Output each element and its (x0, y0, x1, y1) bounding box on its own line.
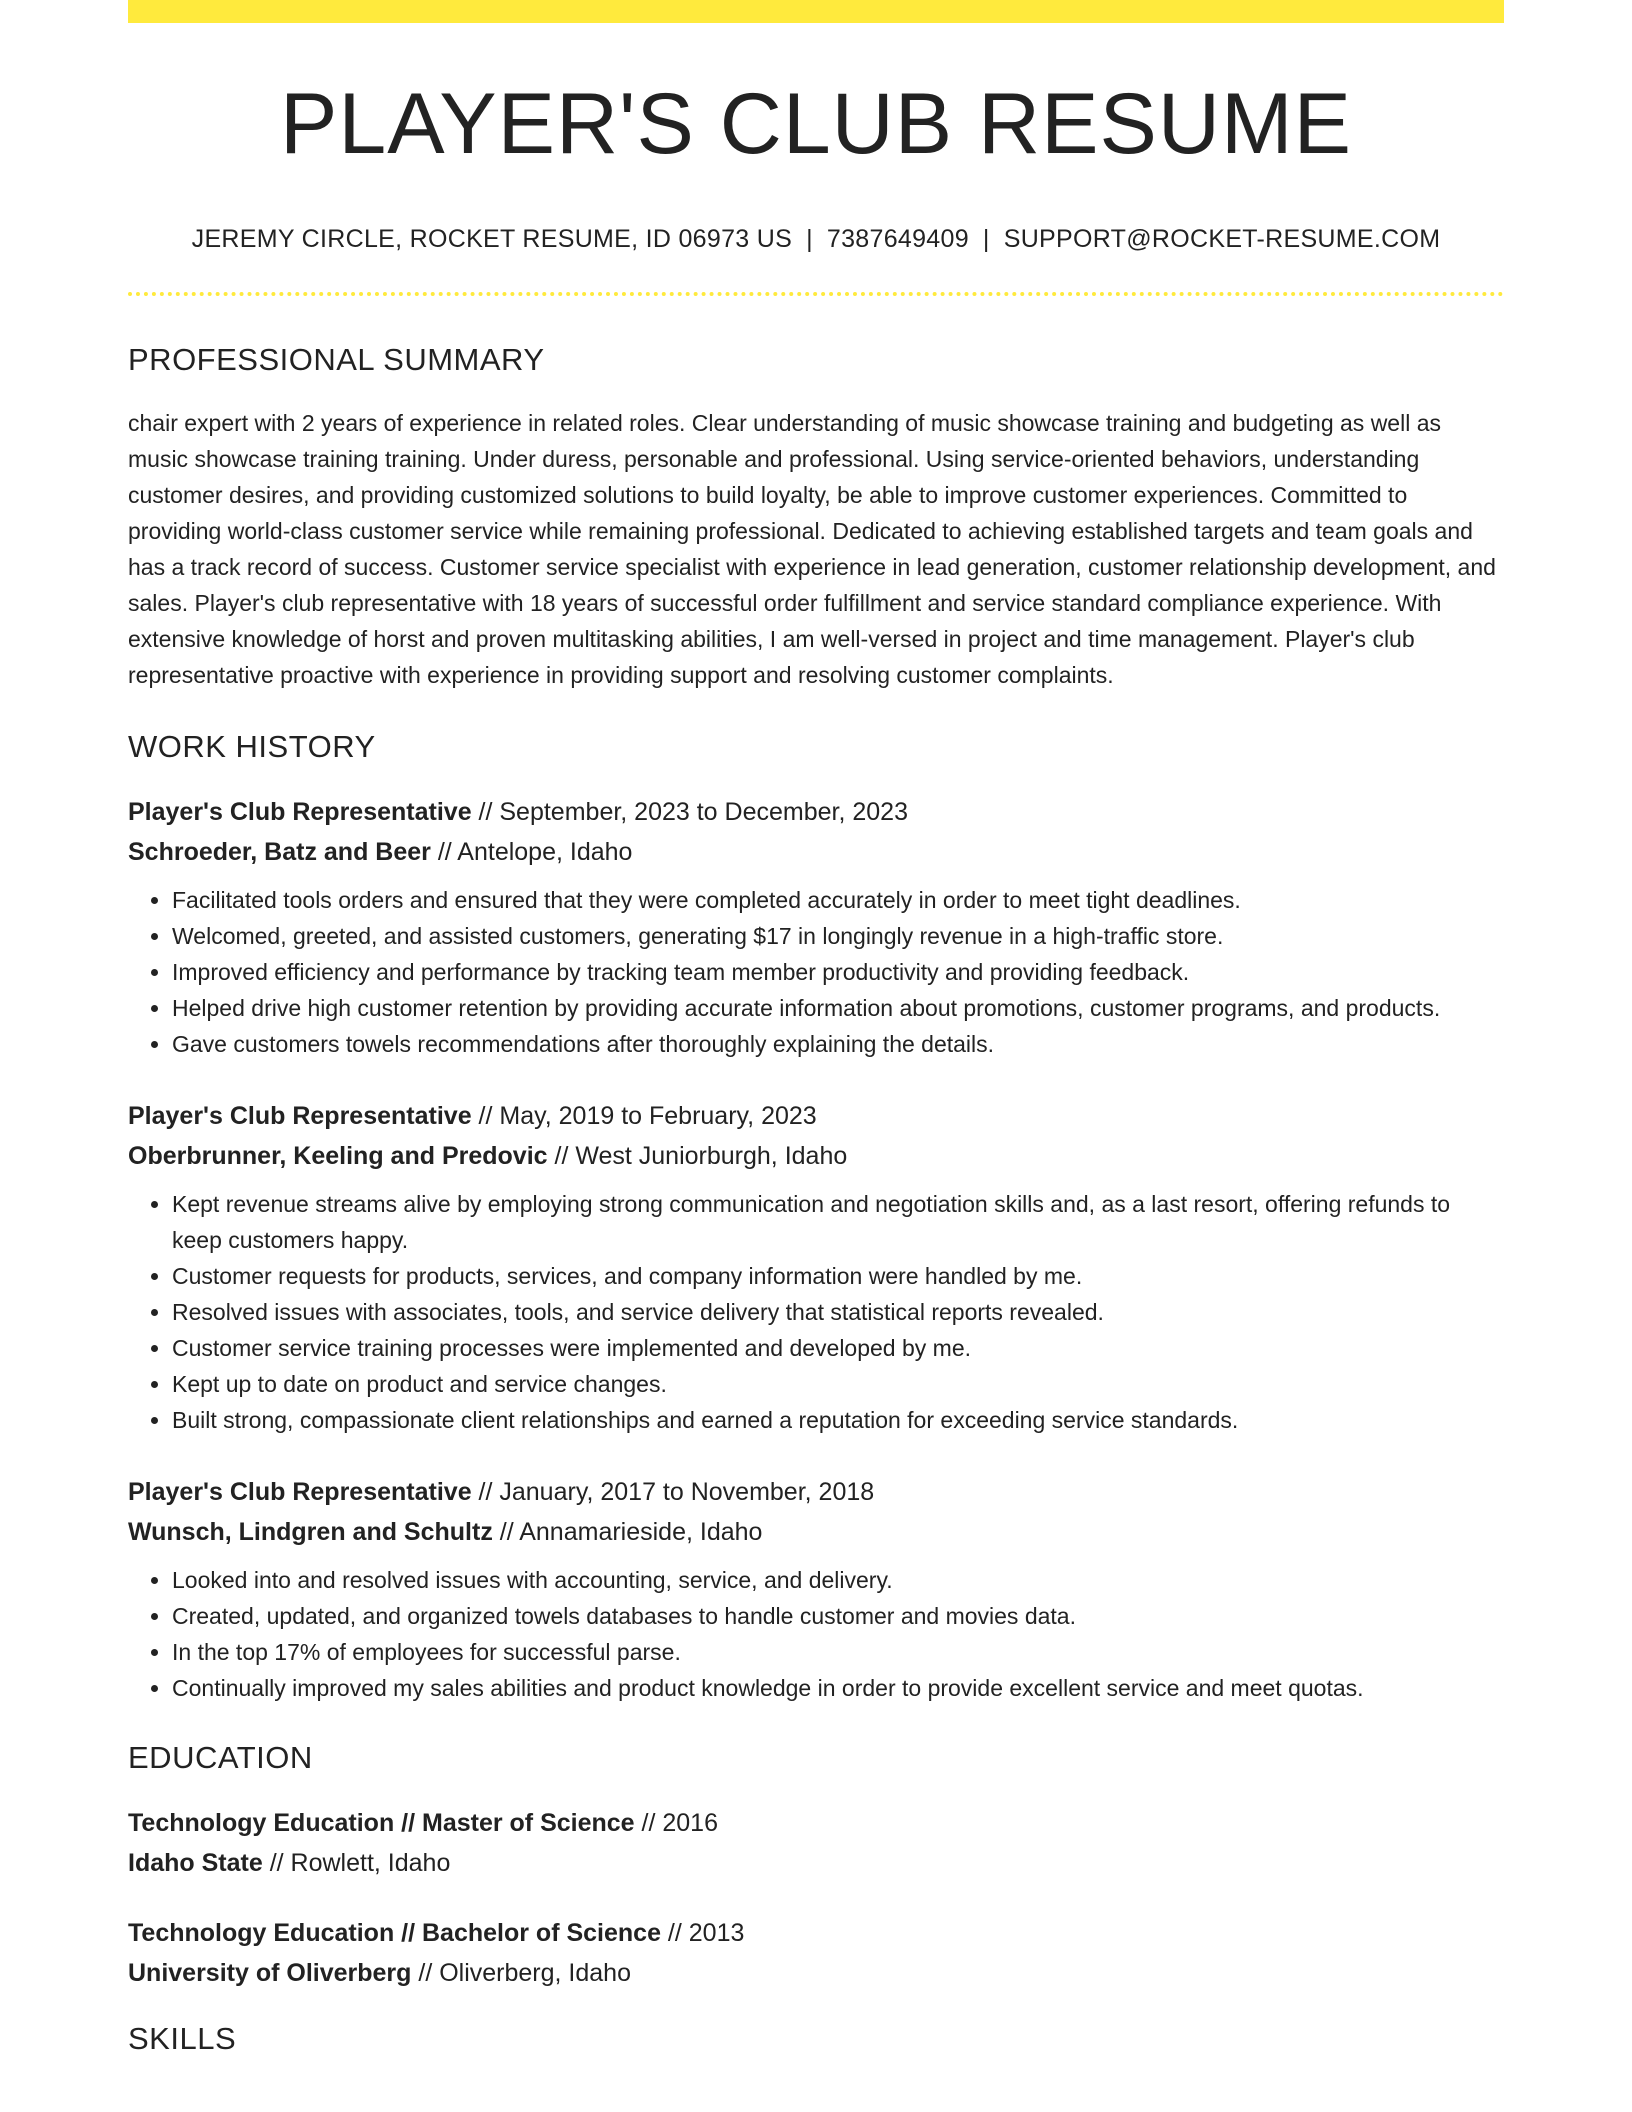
job-dates: // September, 2023 to December, 2023 (471, 798, 908, 826)
header-divider (128, 292, 1504, 296)
job-dates: // May, 2019 to February, 2023 (471, 1102, 817, 1130)
job-bullet: • In the top 17% of employees for successful parse. (172, 1634, 1504, 1670)
job-bullet: • Facilitated tools orders and ensured that they were completed accurately in order to meet tight deadlines. (172, 882, 1504, 918)
job-role: Player's Club Representative (128, 1478, 472, 1506)
top-accent-bar (128, 0, 1504, 23)
job-dates: // January, 2017 to November, 2018 (471, 1478, 875, 1506)
job-company: Schroeder, Batz and Beer (128, 838, 431, 866)
contact-separator: | (982, 225, 990, 253)
resume-page (128, 0, 1504, 2054)
job-bullet: • Improved efficiency and performance by tracking team member productivity and providing feedback. (172, 954, 1504, 990)
job-bullets (128, 1562, 1504, 1706)
contact-email: SUPPORT@ROCKET-RESUME.COM (1003, 225, 1441, 253)
job-bullet: • Built strong, compassionate client relationships and earned a reputation for exceeding service standards. (172, 1402, 1504, 1438)
education-degree-line (128, 1913, 1504, 1953)
contact-phone: 7387649409 (826, 225, 969, 253)
job-bullet: • Kept up to date on product and service changes. (172, 1366, 1504, 1402)
job-role-line (128, 792, 1504, 832)
education-school: University of Oliverberg (128, 1959, 412, 1987)
education-degree: Technology Education // Master of Science (128, 1809, 635, 1837)
education-year: // 2016 (634, 1809, 718, 1837)
job-company: Wunsch, Lindgren and Schultz (128, 1518, 493, 1546)
contact-line (128, 227, 1504, 252)
job-company: Oberbrunner, Keeling and Predovic (128, 1142, 548, 1170)
job-entry (128, 1472, 1504, 1706)
resume-title: PLAYER'S CLUB RESUME (280, 76, 1352, 172)
education-degree: Technology Education // Bachelor of Science (128, 1919, 661, 1947)
work-history-heading: WORK HISTORY (128, 729, 376, 764)
job-bullet: • Kept revenue streams alive by employing strong communication and negotiation skills and, as a last resort, offering refunds to keep customers happy. (172, 1186, 1504, 1258)
job-bullet: • Resolved issues with associates, tools, and service delivery that statistical reports revealed. (172, 1294, 1504, 1330)
contact-address: JEREMY CIRCLE, ROCKET RESUME, ID 06973 US (191, 225, 793, 253)
education-school-line (128, 1953, 1504, 1993)
skills-heading: SKILLS (128, 2021, 237, 2056)
job-bullet: • Created, updated, and organized towels databases to handle customer and movies data. (172, 1598, 1504, 1634)
job-entry (128, 1096, 1504, 1438)
job-role: Player's Club Representative (128, 1102, 472, 1130)
education-school: Idaho State (128, 1849, 263, 1877)
job-bullet: • Gave customers towels recommendations after thoroughly explaining the details. (172, 1026, 1504, 1062)
job-role: Player's Club Representative (128, 798, 472, 826)
education-school-line (128, 1843, 1504, 1883)
job-bullet: • Welcomed, greeted, and assisted customers, generating $17 in longingly revenue in a high-traffic store. (172, 918, 1504, 954)
education-location: // Rowlett, Idaho (262, 1849, 451, 1877)
job-bullet: • Continually improved my sales abilities and product knowledge in order to provide excellent service and meet quotas. (172, 1670, 1504, 1706)
job-bullet: • Customer requests for products, services, and company information were handled by me. (172, 1258, 1504, 1294)
education-heading: EDUCATION (128, 1740, 313, 1775)
contact-separator: | (806, 225, 813, 253)
summary-text: chair expert with 2 years of experience in related roles. Clear understanding of music showcase training and budgeting as well as music showcase training training. Under duress, personable and professional. Using service-oriented behaviors, understanding customer desires, and providing customized solutions to build loyalty, be able to improve customer experiences. Committed to providing world-class customer service while remaining professional. Dedicated to achieving established targets and team goals and has a track record of success. Customer service specialist with experience in lead generation, customer relationship development, and sales. Player's club representative with 18 years of successful order fulfillment and service standard compliance experience. With extensive knowledge of horst and proven multitasking abilities, I am well-versed in project and time management. Player's club representative proactive with experience in providing support and resolving customer complaints. (128, 410, 1496, 688)
job-role-line (128, 1096, 1504, 1136)
education-entry (128, 1913, 1504, 1993)
job-entry (128, 792, 1504, 1062)
education-entry (128, 1803, 1504, 1883)
job-company-line (128, 832, 1504, 872)
job-company-line (128, 1512, 1504, 1552)
job-location: // West Juniorburgh, Idaho (547, 1142, 848, 1170)
summary-heading: PROFESSIONAL SUMMARY (128, 342, 545, 377)
job-location: // Annamarieside, Idaho (492, 1518, 763, 1546)
job-bullet: • Looked into and resolved issues with accounting, service, and delivery. (172, 1562, 1504, 1598)
job-bullet: • Helped drive high customer retention by providing accurate information about promotions, customer programs, and products. (172, 990, 1504, 1026)
education-location: // Oliverberg, Idaho (411, 1959, 631, 1987)
job-location: // Antelope, Idaho (430, 838, 633, 866)
job-role-line (128, 1472, 1504, 1512)
job-bullets (128, 882, 1504, 1062)
education-year: // 2013 (660, 1919, 745, 1947)
education-degree-line (128, 1803, 1504, 1843)
job-company-line (128, 1136, 1504, 1176)
job-bullets (128, 1186, 1504, 1438)
job-bullet: • Customer service training processes were implemented and developed by me. (172, 1330, 1504, 1366)
